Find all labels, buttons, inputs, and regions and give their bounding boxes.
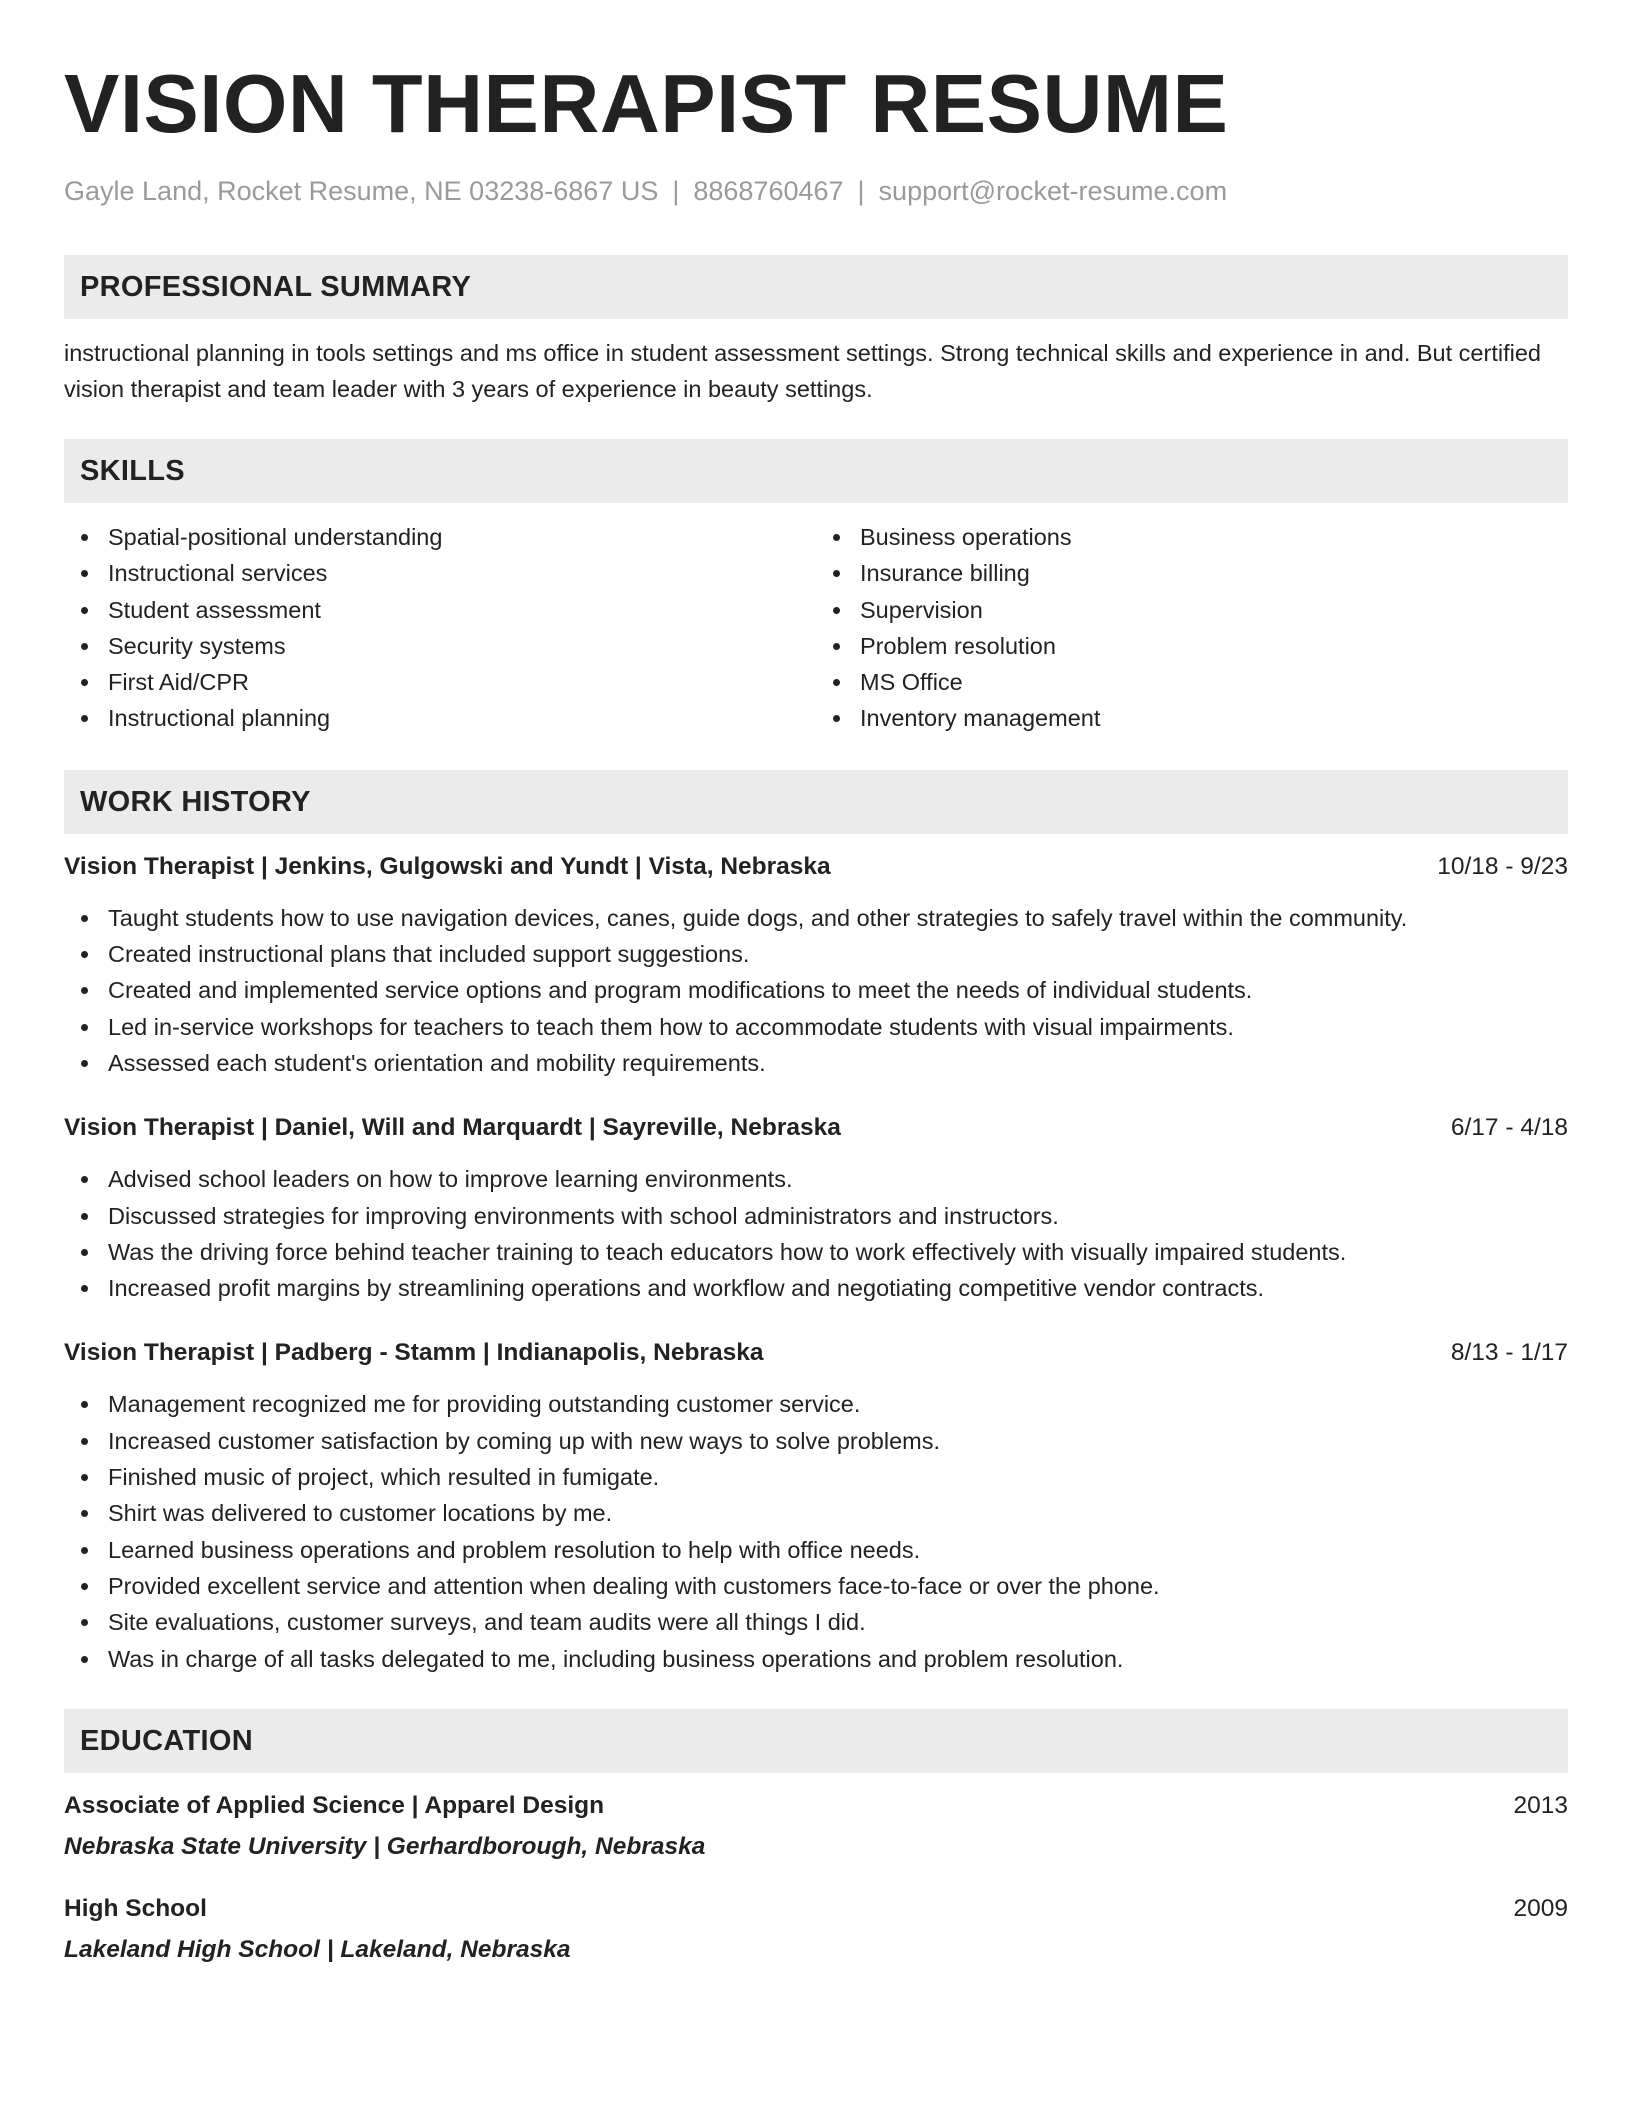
job-entry — [64, 1336, 1568, 1676]
job-title: Vision Therapist | Padberg - Stamm | Indianapolis, Nebraska — [64, 1339, 764, 1367]
contact-address: Gayle Land, Rocket Resume, NE 03238-6867 US — [64, 176, 659, 206]
skill-item: Problem resolution — [816, 628, 1568, 664]
skill-item: Spatial-positional understanding — [64, 519, 816, 555]
job-dates: 8/13 - 1/17 — [1450, 1339, 1568, 1367]
resume-title: VISION THERAPIST RESUME — [64, 57, 1229, 150]
skill-item: Business operations — [816, 519, 1568, 555]
work-history-heading: WORK HISTORY — [64, 770, 1568, 834]
job-bullet: Increased profit margins by streamlining operations and workflow and negotiating competitive vendor contracts. — [64, 1270, 1568, 1306]
skill-item: Inventory management — [816, 700, 1568, 736]
skill-item: Instructional planning — [64, 700, 816, 736]
job-entry — [64, 850, 1568, 1081]
skill-item: MS Office — [816, 664, 1568, 700]
skills-column-left — [64, 519, 816, 737]
job-bullet: Site evaluations, customer surveys, and team audits were all things I did. — [64, 1604, 1568, 1640]
skill-item: Instructional services — [64, 555, 816, 591]
job-bullet: Created instructional plans that included support suggestions. — [64, 936, 1568, 972]
job-header — [64, 1111, 1568, 1145]
education-header — [64, 1789, 1568, 1823]
contact-separator: | — [857, 176, 865, 206]
job-bullet: Shirt was delivered to customer locations by me. — [64, 1495, 1568, 1531]
contact-separator: | — [672, 176, 680, 206]
job-bullet: Advised school leaders on how to improve learning environments. — [64, 1161, 1568, 1197]
skills-grid — [64, 519, 1568, 737]
skills-column-right — [816, 519, 1568, 737]
education-entry — [64, 1892, 1568, 1967]
job-bullet: Learned business operations and problem resolution to help with office needs. — [64, 1532, 1568, 1568]
skills-list-left — [64, 519, 816, 737]
job-bullet: Management recognized me for providing outstanding customer service. — [64, 1386, 1568, 1422]
job-bullet: Created and implemented service options and program modifications to meet the needs of individual students. — [64, 972, 1568, 1008]
job-bullet: Assessed each student's orientation and mobility requirements. — [64, 1045, 1568, 1081]
skill-item: First Aid/CPR — [64, 664, 816, 700]
job-dates: 10/18 - 9/23 — [1437, 852, 1568, 880]
skill-item: Student assessment — [64, 592, 816, 628]
contact-phone: 8868760467 — [693, 176, 844, 206]
job-bullet: Led in-service workshops for teachers to teach them how to accommodate students with visual impairments. — [64, 1009, 1568, 1045]
job-header — [64, 850, 1568, 884]
job-bullets — [64, 1386, 1568, 1676]
skill-item: Supervision — [816, 592, 1568, 628]
job-bullets — [64, 1161, 1568, 1306]
education-school: Lakeland High School | Lakeland, Nebraska — [64, 1935, 571, 1963]
summary-heading: PROFESSIONAL SUMMARY — [64, 255, 1568, 319]
skills-list-right — [816, 519, 1568, 737]
job-bullets — [64, 900, 1568, 1081]
job-bullet: Was in charge of all tasks delegated to me, including business operations and problem resolution. — [64, 1641, 1568, 1677]
skills-heading: SKILLS — [64, 439, 1568, 503]
job-title: Vision Therapist | Jenkins, Gulgowski and Yundt | Vista, Nebraska — [64, 852, 831, 880]
education-year: 2009 — [1513, 1894, 1568, 1922]
job-bullet: Discussed strategies for improving environments with school administrators and instructors. — [64, 1198, 1568, 1234]
education-degree: Associate of Applied Science | Apparel Design — [64, 1791, 605, 1819]
job-bullet: Provided excellent service and attention when dealing with customers face-to-face or over the phone. — [64, 1568, 1568, 1604]
education-header — [64, 1892, 1568, 1926]
education-entry — [64, 1789, 1568, 1864]
job-bullet: Finished music of project, which resulted in fumigate. — [64, 1459, 1568, 1495]
contact-line — [64, 174, 1568, 208]
education-year: 2013 — [1513, 1791, 1568, 1819]
skill-item: Security systems — [64, 628, 816, 664]
job-dates: 6/17 - 4/18 — [1450, 1114, 1568, 1142]
job-title: Vision Therapist | Daniel, Will and Marquardt | Sayreville, Nebraska — [64, 1114, 841, 1142]
education-school: Nebraska State University | Gerhardborough, Nebraska — [64, 1832, 706, 1860]
job-bullet: Was the driving force behind teacher training to teach educators how to work effectively with visually impaired students. — [64, 1234, 1568, 1270]
job-bullet: Increased customer satisfaction by coming up with new ways to solve problems. — [64, 1423, 1568, 1459]
job-bullet: Taught students how to use navigation devices, canes, guide dogs, and other strategies to safely travel within the community. — [64, 900, 1568, 936]
contact-email: support@rocket-resume.com — [878, 176, 1228, 206]
skill-item: Insurance billing — [816, 555, 1568, 591]
job-header — [64, 1336, 1568, 1370]
education-degree: High School — [64, 1894, 207, 1922]
job-entry — [64, 1111, 1568, 1306]
summary-text: instructional planning in tools settings and ms office in student assessment settings. Strong technical skills and experience in and. But certified vision therapist and team leader with 3 years of experience in beauty settings. — [64, 340, 1541, 402]
education-heading: EDUCATION — [64, 1709, 1568, 1773]
